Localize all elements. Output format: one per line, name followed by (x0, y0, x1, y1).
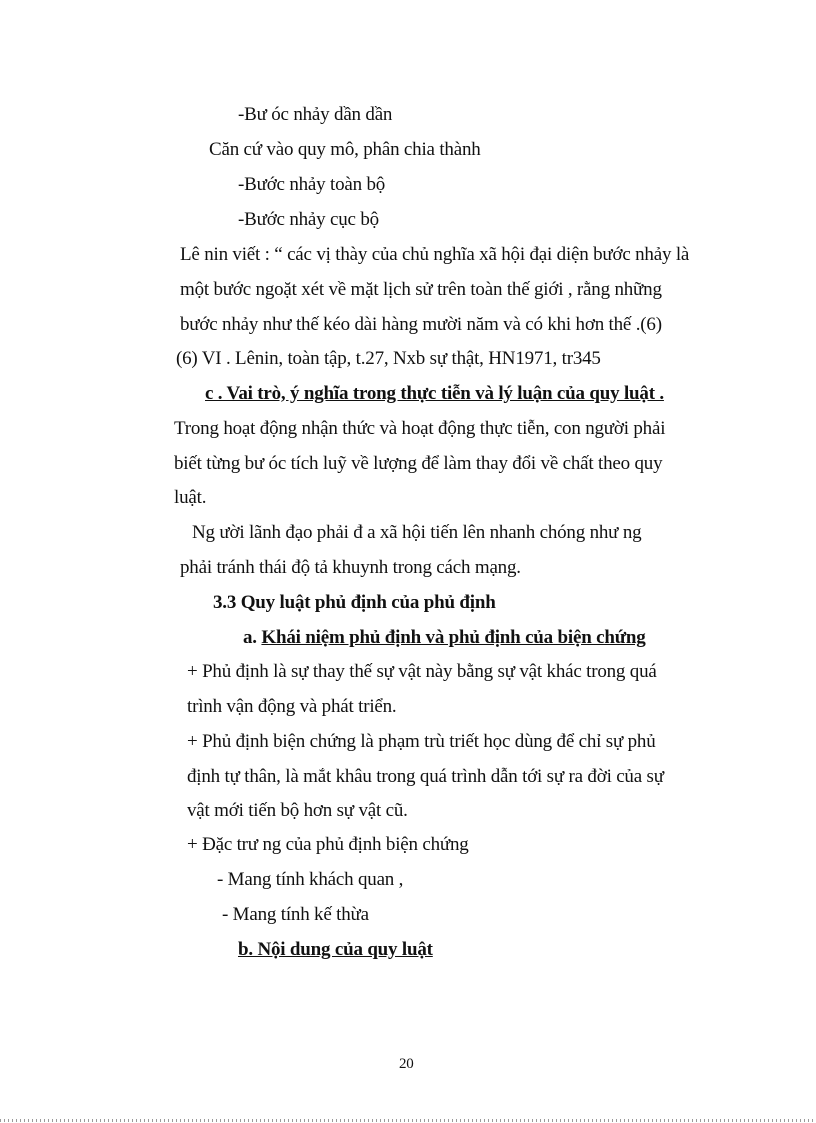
subheading-a-prefix: a. (243, 627, 257, 648)
dash-item: - Mang tính kế thừa (222, 904, 369, 925)
section-heading: 3.3 Quy luật phủ định của phủ định (213, 592, 496, 613)
text-line: biết từng bư óc tích luỹ về lượng để làm thay đổi về chất theo quy (174, 453, 663, 474)
text-line: phải tránh thái độ tả khuynh trong cách mạng. (180, 557, 521, 578)
bullet-line: vật mới tiến bộ hơn sự vật cũ. (187, 800, 408, 821)
bottom-dotted-border (0, 1119, 816, 1122)
subheading-a (243, 626, 646, 650)
bullet-line: + Phủ định là sự thay thế sự vật này bằng sự vật khác trong quá (187, 661, 657, 682)
text-line: -Bư óc nhảy dần dần (238, 104, 393, 125)
text-line: Ng ười lãnh đạo phải đ a xã hội tiến lên nhanh chóng như ng (192, 522, 642, 543)
text-line: -Bước nhảy toàn bộ (238, 174, 386, 195)
heading-c: c . Vai trò, ý nghĩa trong thực tiễn và lý luận của quy luật . (205, 383, 664, 404)
page-number: 20 (399, 1056, 414, 1072)
bullet-line: trình vận động và phát triển. (187, 696, 397, 717)
dash-item: - Mang tính khách quan , (217, 869, 404, 890)
bullet-line: + Phủ định biện chứng là phạm trù triết học dùng để chỉ sự phủ (187, 731, 656, 752)
subheading-a-title: Khái niệm phủ định và phủ định của biện chứng (261, 627, 646, 648)
text-line: Lê nin viết : “ các vị thày của chủ nghĩa xã hội đại diện bước nhảy là (180, 244, 690, 265)
text-line: Căn cứ vào quy mô, phân chia thành (209, 139, 481, 160)
text-line: một bước ngoặt xét về mặt lịch sử trên toàn thế giới , rằng những (180, 279, 662, 300)
bullet-line: định tự thân, là mắt khâu trong quá trình dẫn tới sự ra đời của sự (187, 766, 664, 787)
bullet-line: + Đặc trư ng của phủ định biện chứng (187, 834, 469, 855)
text-line: -Bước nhảy cục bộ (238, 209, 379, 230)
subheading-b: b. Nội dung của quy luật (238, 939, 433, 960)
footnote-line: (6) VI . Lênin, toàn tập, t.27, Nxb sự thật, HN1971, tr345 (176, 348, 601, 369)
text-line: bước nhảy như thế kéo dài hàng mười năm và có khi hơn thế .(6) (180, 314, 662, 335)
text-line: Trong hoạt động nhận thức và hoạt động thực tiễn, con người phải (174, 418, 666, 439)
text-line: luật. (174, 487, 207, 508)
